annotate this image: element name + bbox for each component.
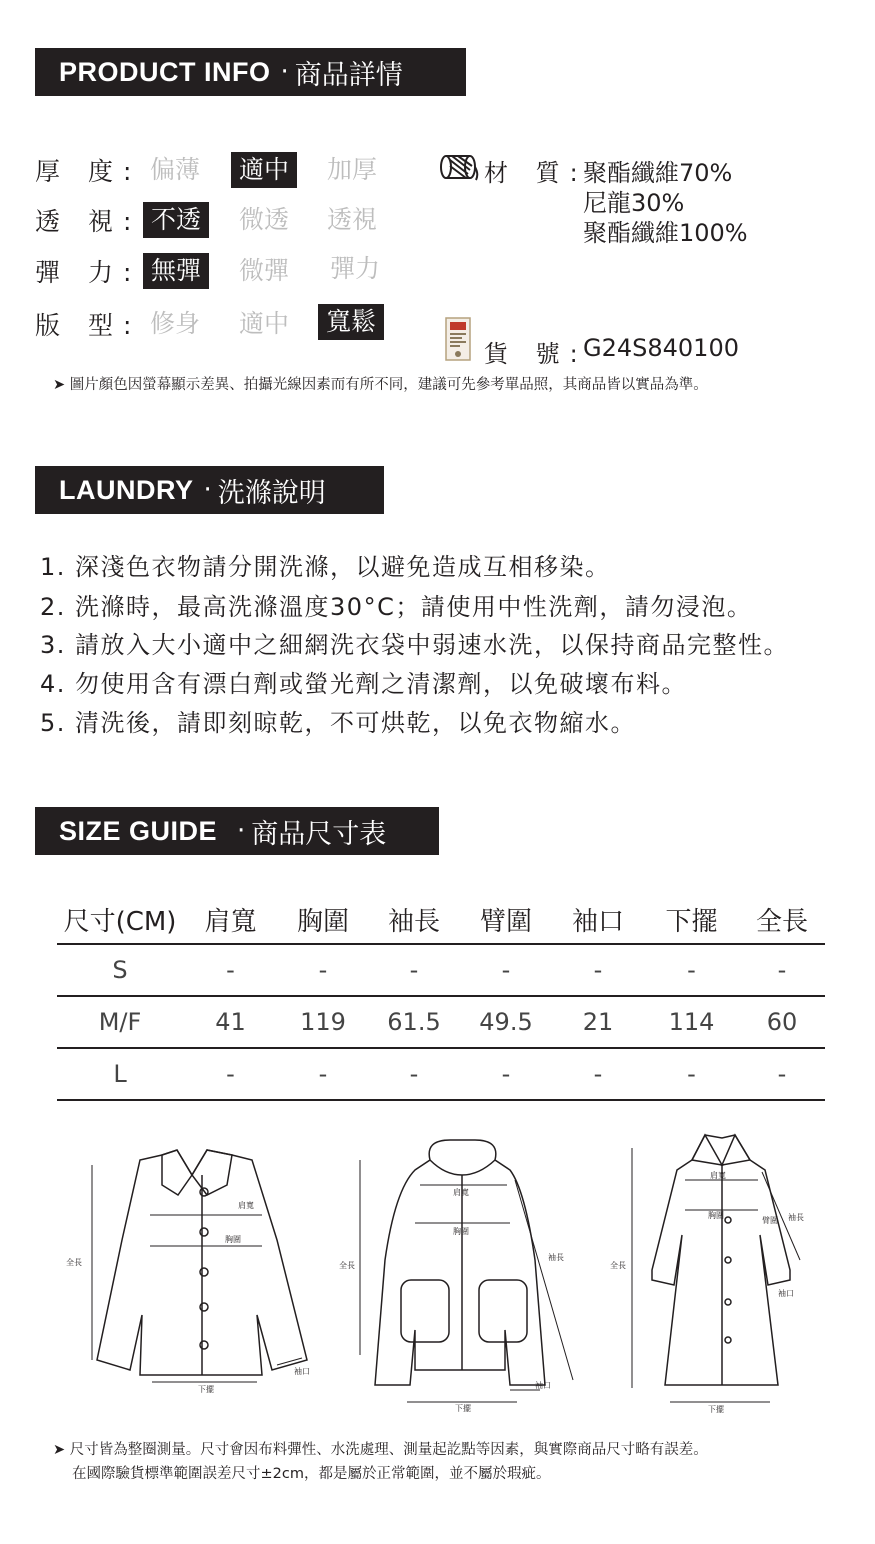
- table-cell: 114: [644, 996, 739, 1048]
- option-stretch: 彈力: [330, 254, 381, 283]
- shoulder-label: 肩寬: [710, 1171, 726, 1180]
- table-cell: -: [552, 944, 644, 996]
- product-info-title-zh: 商品詳情: [294, 59, 403, 91]
- attribute-label: 透 視:: [35, 207, 142, 236]
- header-dot: ·: [237, 816, 246, 846]
- laundry-item: 2. 洗滌時，最高洗滌溫度30°C；請使用中性洗劑，請勿浸泡。: [40, 593, 753, 621]
- column-header: 袖口: [552, 895, 644, 944]
- hem-label: 下擺: [198, 1385, 214, 1394]
- size-guide-title-zh: 商品尺寸表: [251, 818, 387, 850]
- option-sheer: 透視: [327, 205, 378, 234]
- column-header: 尺寸(CM): [57, 895, 183, 944]
- laundry-header: [35, 466, 384, 514]
- shoulder-label: 肩寬: [238, 1201, 254, 1210]
- laundry-title-en: LAUNDRY: [59, 474, 194, 505]
- jacket-diagram: [62, 1120, 312, 1400]
- color-disclaimer: ➤ 圖片顏色因螢幕顯示差異、拍攝光線因素而有所不同，建議可先參考單品照，其商品皆以實品為準。: [53, 377, 708, 393]
- arm-label: 臂圍: [762, 1216, 778, 1225]
- table-cell: 60: [739, 996, 825, 1048]
- sku-label: 貨 號:: [484, 340, 588, 368]
- table-cell: -: [278, 944, 368, 996]
- attribute-label: 厚 度:: [35, 157, 142, 186]
- option-medium-selected: 適中: [231, 152, 297, 188]
- material-label: 材 質:: [484, 159, 588, 187]
- table-cell: -: [368, 1048, 460, 1100]
- size-cell: L: [57, 1048, 183, 1100]
- sleeve-label: 袖長: [788, 1213, 804, 1222]
- attribute-label: 彈 力:: [35, 258, 142, 287]
- option-loose-selected: 寬鬆: [318, 304, 384, 340]
- column-header: 全長: [739, 895, 825, 944]
- product-info-title-en: PRODUCT INFO: [59, 56, 271, 87]
- hem-label: 下擺: [708, 1405, 724, 1414]
- size-note-2: 在國際驗貨標準範圍誤差尺寸±2cm，都是屬於正常範圍，並不屬於瑕疵。: [72, 1466, 551, 1482]
- attribute-label: 版 型:: [35, 311, 142, 340]
- material-line-2: 尼龍30%: [583, 189, 685, 217]
- option-no-stretch-selected: 無彈: [143, 253, 209, 289]
- table-cell: -: [739, 944, 825, 996]
- size-cell: M/F: [57, 996, 183, 1048]
- size-note-1: ➤ 尺寸皆為整圈測量。尺寸會因布料彈性、水洗處理、測量起訖點等因素，與實際商品尺寸略有誤差。: [53, 1442, 708, 1458]
- product-info-header: [35, 48, 466, 96]
- table-cell: 41: [183, 996, 278, 1048]
- laundry-item: 4. 勿使用含有漂白劑或螢光劑之清潔劑，以免破壞布料。: [40, 670, 688, 698]
- cuff-label: 袖口: [535, 1381, 551, 1390]
- material-line-3: 聚酯纖維100%: [583, 219, 748, 247]
- size-table: [57, 895, 825, 1101]
- cuff-label: 袖口: [294, 1367, 310, 1376]
- option-slim: 修身: [150, 309, 201, 338]
- option-thick: 加厚: [327, 155, 378, 184]
- option-slight-stretch: 微彈: [239, 256, 290, 285]
- size-guide-title-en: SIZE GUIDE: [59, 815, 218, 846]
- table-cell: -: [460, 1048, 552, 1100]
- cuff-label: 袖口: [778, 1289, 794, 1298]
- shoulder-label: 肩寬: [453, 1188, 469, 1197]
- table-cell: -: [644, 944, 739, 996]
- sku-value: G24S840100: [583, 334, 739, 362]
- table-cell: -: [368, 944, 460, 996]
- table-cell: -: [278, 1048, 368, 1100]
- laundry-item: 1. 深淺色衣物請分開洗滌，以避免造成互相移染。: [40, 553, 611, 581]
- option-semi-sheer: 微透: [239, 205, 290, 234]
- size-guide-header: [35, 807, 439, 855]
- header-dot: ·: [280, 57, 289, 87]
- tag-icon: [444, 316, 472, 362]
- table-row: [57, 996, 825, 1048]
- laundry-title-zh: 洗滌說明: [217, 477, 326, 509]
- table-cell: 21: [552, 996, 644, 1048]
- column-header: 臂圍: [460, 895, 552, 944]
- chest-label: 胸圍: [708, 1211, 724, 1220]
- material-line-1: 聚酯纖維70%: [583, 159, 733, 187]
- table-cell: -: [183, 1048, 278, 1100]
- chest-label: 胸圍: [225, 1235, 241, 1244]
- table-cell: -: [644, 1048, 739, 1100]
- table-cell: -: [460, 944, 552, 996]
- table-cell: -: [739, 1048, 825, 1100]
- table-cell: -: [183, 944, 278, 996]
- table-row: [57, 1048, 825, 1100]
- option-thin: 偏薄: [150, 155, 201, 184]
- column-header: 肩寬: [183, 895, 278, 944]
- chest-label: 胸圍: [453, 1227, 469, 1236]
- laundry-item: 5. 清洗後，請即刻晾乾，不可烘乾，以免衣物縮水。: [40, 709, 637, 737]
- size-table-header-row: [57, 895, 825, 944]
- length-label: 全長: [610, 1261, 626, 1270]
- sleeve-label: 袖長: [548, 1253, 564, 1262]
- hoodie-diagram: [335, 1120, 585, 1420]
- coat-diagram: [610, 1120, 825, 1420]
- table-cell: 119: [278, 996, 368, 1048]
- table-cell: 49.5: [460, 996, 552, 1048]
- length-label: 全長: [66, 1258, 82, 1267]
- option-regular: 適中: [239, 309, 290, 338]
- hem-label: 下擺: [455, 1404, 471, 1413]
- table-row: [57, 944, 825, 996]
- thread-spool-icon: [438, 152, 480, 182]
- column-header: 袖長: [368, 895, 460, 944]
- table-cell: 61.5: [368, 996, 460, 1048]
- header-dot: ·: [203, 475, 212, 505]
- table-cell: -: [552, 1048, 644, 1100]
- column-header: 下擺: [644, 895, 739, 944]
- size-cell: S: [57, 944, 183, 996]
- laundry-item: 3. 請放入大小適中之細網洗衣袋中弱速水洗，以保持商品完整性。: [40, 631, 790, 659]
- column-header: 胸圍: [278, 895, 368, 944]
- length-label: 全長: [339, 1261, 355, 1270]
- option-opaque-selected: 不透: [143, 202, 209, 238]
